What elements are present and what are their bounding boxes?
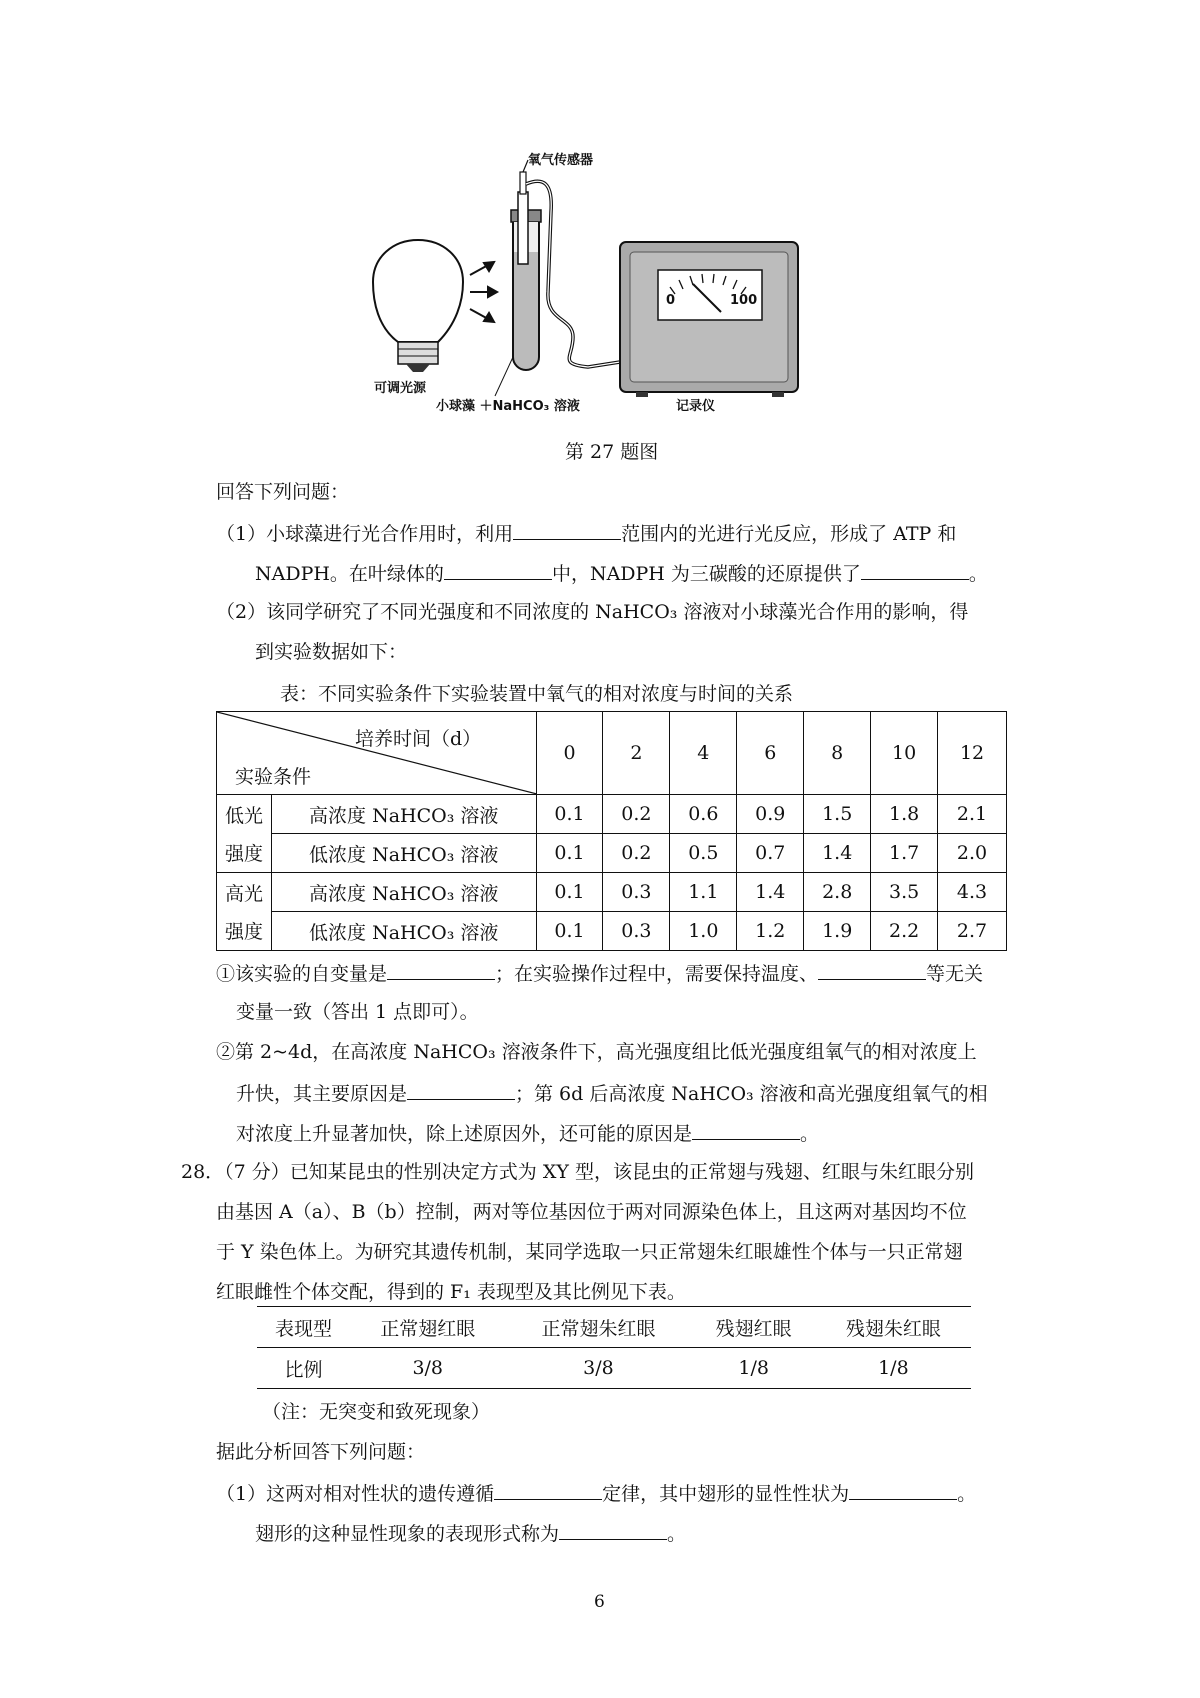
recorder-label: 记录仪 [676,399,716,414]
value-cell: 0.7 [737,834,804,873]
condition-cell: 高浓度 NaHCO₃ 溶液 [271,795,536,834]
q27-intro: 回答下列问题： [216,481,350,503]
value-cell: 1.8 [871,795,938,834]
table-row [217,873,1007,912]
ratio-header-row [257,1307,971,1348]
group-label-top: 高光 [217,873,272,912]
answer-blank[interactable] [861,563,969,580]
table-row [217,912,1007,951]
test-tube [511,160,541,370]
sample-label: 小球藻 ＋NaHCO₃ 溶液 [436,399,580,414]
condition-cell: 低浓度 NaHCO₃ 溶液 [271,912,536,951]
day-header: 10 [871,712,938,795]
group-label-top: 低光 [217,795,272,834]
value-cell: 3.5 [871,873,938,912]
day-header: 4 [670,712,737,795]
q28-part1-line1: （1）这两对相对性状的遗传遵循 定律，其中翅形的显性性状为 。 [216,1483,977,1505]
q27-sub1-line1: ①该实验的自变量是 ；在实验操作过程中，需要保持温度、 等无关 [216,963,984,985]
value-cell: 0.9 [737,795,804,834]
day-header: 6 [737,712,804,795]
value-cell: 0.3 [603,912,670,951]
q28-part1-line2: 翅形的这种显性现象的表现形式称为 。 [255,1523,687,1545]
apparatus-figure [368,152,800,422]
answer-blank[interactable] [818,963,926,980]
q27-part1-line2: NADPH。在叶绿体的 中，NADPH 为三碳酸的还原提供了 。 [255,563,988,585]
value-cell: 1.1 [670,873,737,912]
answer-blank[interactable] [692,1123,800,1140]
value-cell: 1.4 [804,834,871,873]
value-cell: 0.1 [536,873,603,912]
q27-sub2-line2: 升快，其主要原因是 ；第 6d 后高浓度 NaHCO₃ 溶液和高光强度组氧气的相 [236,1083,988,1105]
q27-sub1-line2: 变量一致（答出 1 点即可）。 [236,1001,479,1023]
value-cell: 0.2 [603,834,670,873]
recorder-device [620,242,798,397]
q27-sub2-line3: 对浓度上升显著加快，除上述原因外，还可能的原因是 。 [236,1123,820,1145]
answer-blank[interactable] [407,1083,515,1100]
answer-blank[interactable] [494,1483,602,1500]
value-cell: 0.3 [603,873,670,912]
ratio-header: 表现型 [257,1307,350,1348]
q28-line2: 由基因 A（a）、B（b）控制，两对等位基因位于两对同源染色体上，且这两对基因均不位 [216,1201,967,1223]
q27-sub2-line1: ②第 2~4d，在高浓度 NaHCO₃ 溶液条件下，高光强度组比低光强度组氧气的相对浓度上 [216,1041,977,1063]
q27-part2-line1: （2）该同学研究了不同光强度和不同浓度的 NaHCO₃ 溶液对小球藻光合作用的影响，得 [216,601,969,623]
table-caption: 表：不同实验条件下实验装置中氧气的相对浓度与时间的关系 [280,683,794,705]
value-cell: 2.2 [871,912,938,951]
day-header: 12 [938,712,1007,795]
value-cell: 1.4 [737,873,804,912]
answer-blank[interactable] [849,1483,957,1500]
value-cell: 1.5 [804,795,871,834]
oxygen-table [216,711,1007,951]
q27-part1-line1: （1）小球藻进行光合作用时，利用 范围内的光进行光反应，形成了 ATP 和 [216,523,957,545]
day-header: 8 [804,712,871,795]
row-header: 实验条件 [235,766,312,788]
value-cell: 0.1 [536,912,603,951]
ratio-table [257,1306,971,1389]
sensor-label: 氧气传感器 [528,153,594,168]
q28-line1: 28．（7 分）已知某昆虫的性别决定方式为 XY 型，该昆虫的正常翅与残翅、红眼与朱红眼分别 [181,1161,974,1183]
table-header-row [217,712,1007,795]
diagonal-header-cell [217,712,537,795]
day-header: 0 [536,712,603,795]
ratio-header: 残翅红眼 [692,1307,816,1348]
light-source-label: 可调光源 [374,381,427,396]
q28-line4: 红眼雌性个体交配，得到的 F₁ 表现型及其比例见下表。 [216,1281,686,1303]
value-cell: 1.2 [737,912,804,951]
value-cell: 0.2 [603,795,670,834]
light-bulb-icon [373,240,463,372]
figure-caption: 第 27 题图 [565,441,659,463]
value-cell: 0.5 [670,834,737,873]
value-cell: 2.0 [938,834,1007,873]
value-cell: 2.8 [804,873,871,912]
ratio-cell: 比例 [257,1348,350,1389]
ratio-cell: 3/8 [505,1348,691,1389]
q28-prompt: 据此分析回答下列问题： [216,1441,426,1463]
condition-cell: 低浓度 NaHCO₃ 溶液 [271,834,536,873]
ratio-cell: 3/8 [350,1348,505,1389]
value-cell: 1.7 [871,834,938,873]
answer-blank[interactable] [444,563,552,580]
ratio-header: 正常翅朱红眼 [505,1307,691,1348]
value-cell: 2.1 [938,795,1007,834]
col-header: 培养时间（d） [355,728,482,750]
dial-min-label: 0 [666,293,676,308]
page-number: 6 [594,1592,605,1612]
value-cell: 0.1 [536,795,603,834]
ratio-cell: 1/8 [692,1348,816,1389]
ratio-row [257,1348,971,1389]
ratio-header: 正常翅红眼 [350,1307,505,1348]
value-cell: 1.0 [670,912,737,951]
ratio-header: 残翅朱红眼 [816,1307,971,1348]
answer-blank[interactable] [387,963,495,980]
table-row [217,834,1007,873]
answer-blank[interactable] [559,1523,667,1540]
condition-cell: 高浓度 NaHCO₃ 溶液 [271,873,536,912]
value-cell: 1.9 [804,912,871,951]
light-arrows [470,262,497,322]
dial-max-label: 100 [730,293,758,308]
q27-part2-line2: 到实验数据如下： [255,641,408,663]
q28-note: （注：无突变和致死现象） [262,1401,491,1423]
group-label-bottom: 强度 [217,834,272,873]
value-cell: 4.3 [938,873,1007,912]
value-cell: 0.6 [670,795,737,834]
q28-line3: 于 Y 染色体上。为研究其遗传机制，某同学选取一只正常翅朱红眼雄性个体与一只正常翅 [216,1241,963,1263]
answer-blank[interactable] [513,523,621,540]
value-cell: 0.1 [536,834,603,873]
group-label-bottom: 强度 [217,912,272,951]
table-row [217,795,1007,834]
day-header: 2 [603,712,670,795]
ratio-cell: 1/8 [816,1348,971,1389]
value-cell: 2.7 [938,912,1007,951]
